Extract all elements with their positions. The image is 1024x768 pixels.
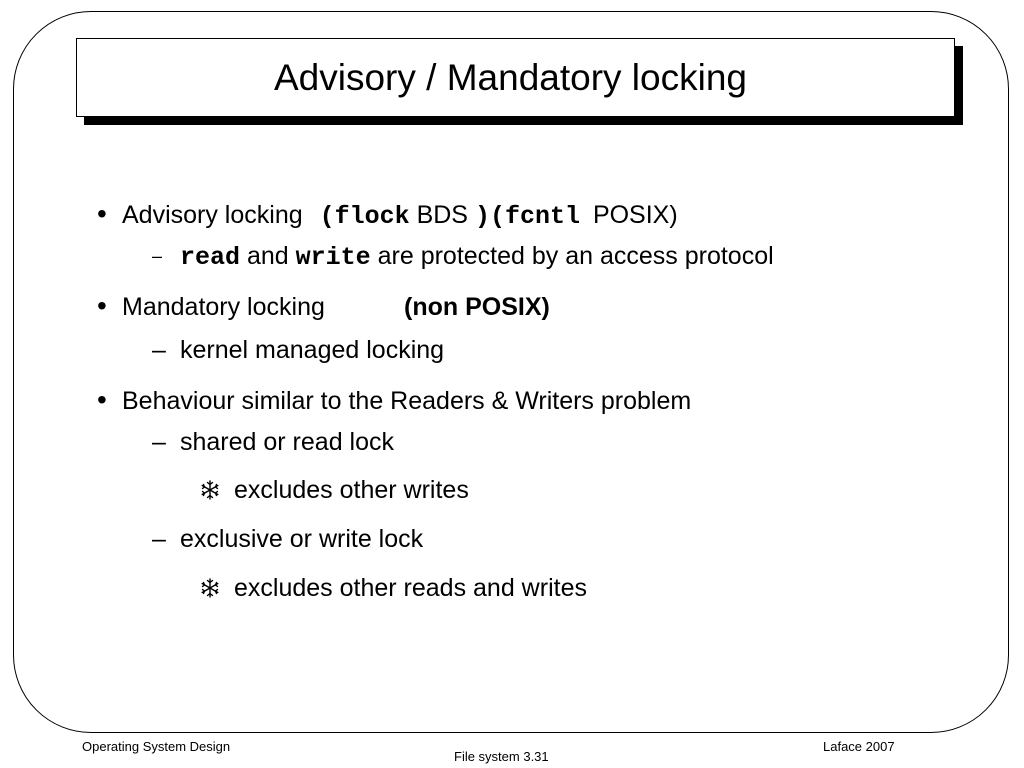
dash-icon: – [152, 336, 166, 364]
sub-read-write [180, 241, 774, 273]
bullet-icon: • [97, 198, 107, 229]
protected-text: are protected by an access protocol [377, 242, 774, 270]
non-posix-text: (non POSIX) [404, 293, 550, 321]
sub-kernel-managed: kernel managed locking [180, 336, 445, 364]
bullet-advisory-locking [122, 200, 678, 232]
sub-excludes-writes: excludes other writes [234, 476, 469, 504]
posix-text: POSIX) [592, 201, 678, 229]
dash-icon: – [152, 428, 166, 456]
code-flock: flock [334, 202, 410, 231]
snowflake-bullet-icon [200, 480, 220, 500]
paren-open-2: ( [489, 202, 505, 231]
bds-text: BDS [416, 201, 468, 229]
mandatory-locking-text: Mandatory locking [122, 293, 325, 321]
sub-exclusive-lock: exclusive or write lock [180, 525, 424, 553]
advisory-locking-text: Advisory locking [122, 201, 303, 229]
code-fcntl: fcntl [504, 202, 580, 231]
bullet-mandatory-locking [122, 292, 325, 322]
footer-center: File system 3.31 [454, 749, 549, 764]
dash-icon: – [152, 246, 163, 266]
and-text: and [246, 242, 289, 270]
slide-title: Advisory / Mandatory locking [274, 57, 747, 98]
paren-open: ( [319, 202, 335, 231]
footer-left: Operating System Design [82, 739, 231, 754]
bullet-icon: • [97, 290, 107, 321]
footer-right: Laface 2007 [823, 739, 895, 754]
dash-icon: – [152, 525, 166, 553]
snowflake-bullet-icon [200, 578, 220, 598]
sub-shared-lock: shared or read lock [180, 428, 395, 456]
code-write: write [295, 243, 371, 272]
code-read: read [180, 243, 241, 272]
paren-close: ) [474, 202, 490, 231]
sub-excludes-reads-writes: excludes other reads and writes [234, 574, 587, 602]
bullet-icon: • [97, 384, 107, 415]
bullet-behaviour: Behaviour similar to the Readers & Writers problem [122, 387, 692, 415]
title-box [76, 38, 955, 117]
